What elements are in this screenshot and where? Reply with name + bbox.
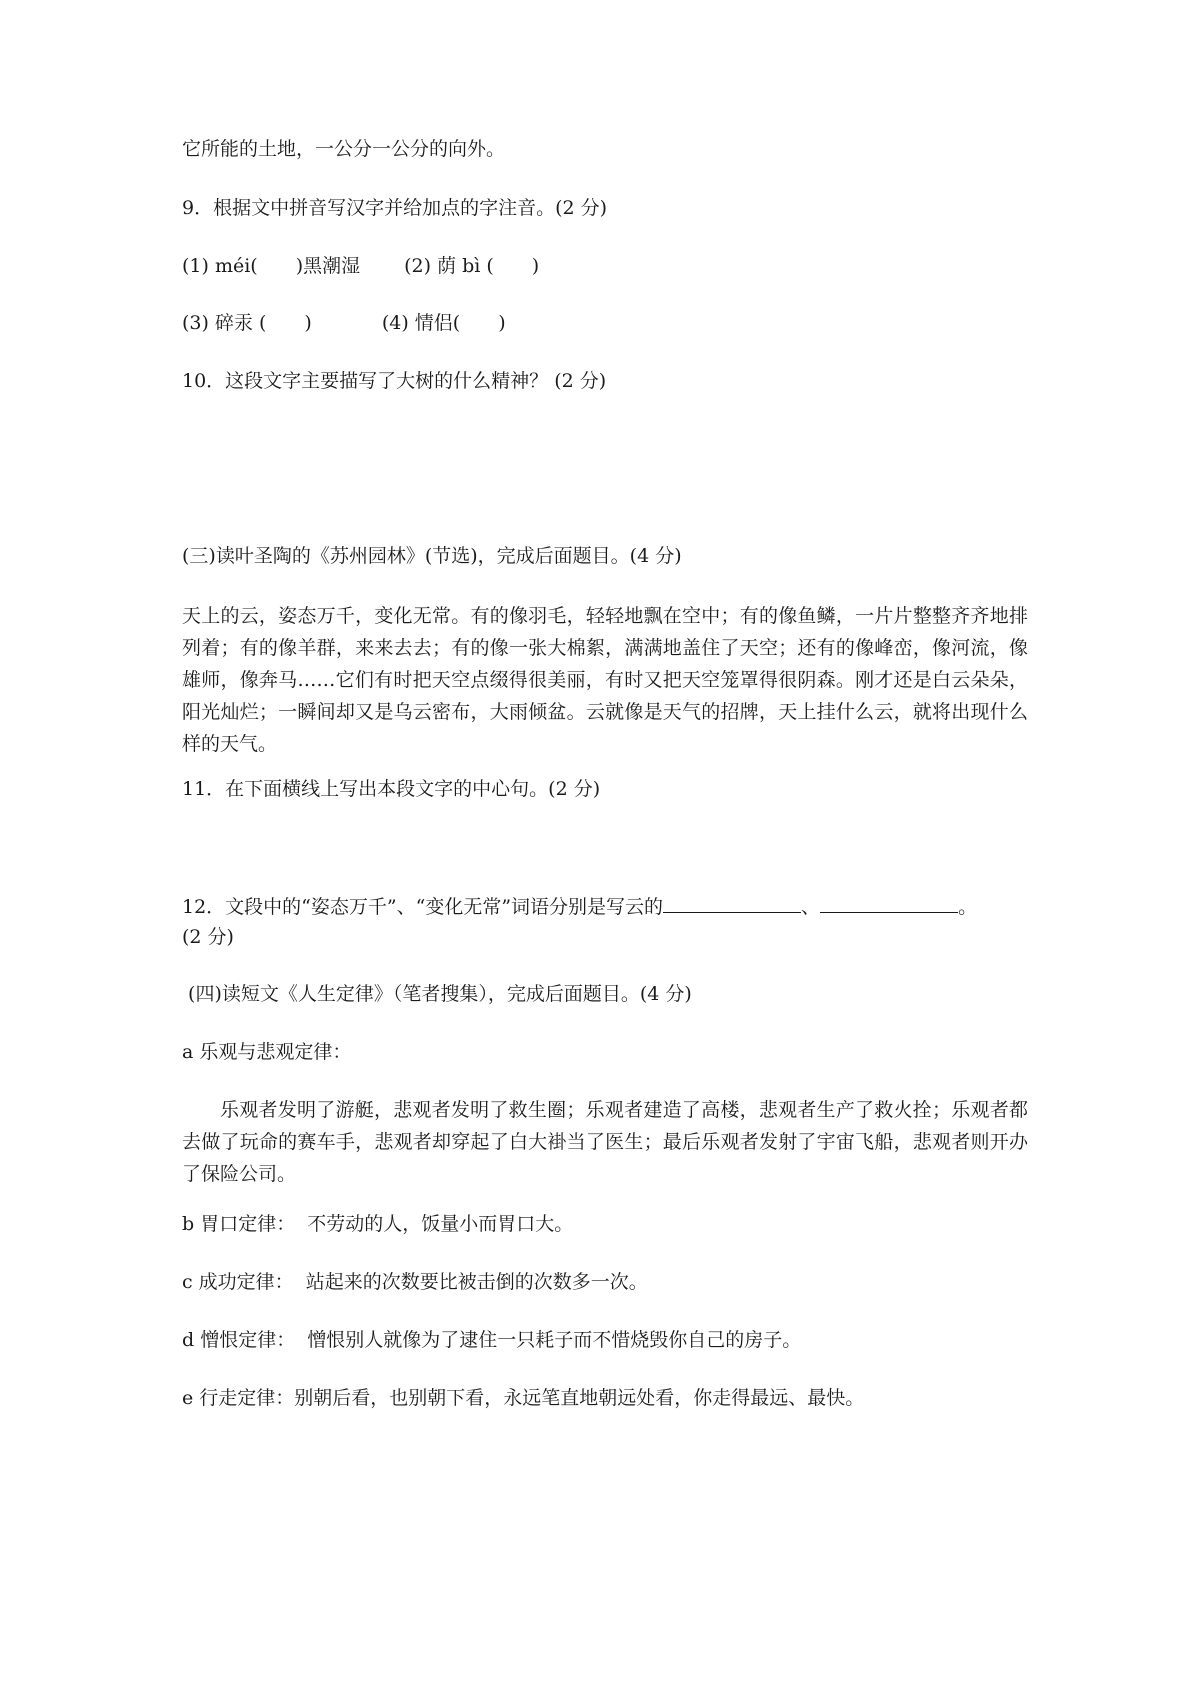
- law-a-title: a 乐观与悲观定律：: [182, 1041, 352, 1063]
- question-9-prompt: 9．根据文中拼音写汉字并给加点的字注音。(2 分): [182, 197, 608, 219]
- section-3-heading: (三)读叶圣陶的《苏州园林》(节选)，完成后面题目。(4 分): [182, 545, 682, 567]
- law-d: d 憎恨定律： 憎恨别人就像为了逮住一只耗子而不惜烧毁你自己的房子。: [182, 1329, 802, 1351]
- question-12-prompt: 12．文段中的“姿态万千”、“变化无常”词语分别是写云的: [182, 896, 664, 918]
- question-9-item-1: (1) méi( )黑潮湿: [182, 255, 361, 277]
- question-9-row-1: [182, 251, 1028, 281]
- law-e: e 行走定律：别朝后看，也别朝下看，永远笔直地朝远处看，你走得最远、最快。: [182, 1387, 865, 1409]
- question-11-prompt: 11．在下面横线上写出本段文字的中心句。(2 分): [182, 778, 601, 800]
- section-3-passage: 天上的云，姿态万千，变化无常。有的像羽毛，轻轻地飘在空中；有的像鱼鳞，一片片整整齐齐地排列着；有的像羊群，来来去去；有的像一张大棉絮，满满地盖住了天空；还有的像峰峦，像河流，像雄师，像奔马……它们有时把天空点缀得很美丽，有时又把天空笼罩得很阴森。刚才还是白云朵朵，阳光灿烂；一瞬间却又是乌云密布，大雨倾盆。云就像是天气的招牌，天上挂什么云，就将出现什么样的天气。: [182, 605, 1028, 755]
- question-9-item-2: (2) 荫 bì ( ): [404, 255, 540, 277]
- answer-blank-1[interactable]: [663, 892, 801, 913]
- section-4-heading: (四)读短文《人生定律》（笔者搜集），完成后面题目。(4 分): [182, 983, 692, 1005]
- law-c: c 成功定律： 站起来的次数要比被击倒的次数多一次。: [182, 1271, 648, 1293]
- question-12-line: [182, 892, 1028, 922]
- continuation-line: 它所能的土地，一公分一公分的向外。: [182, 138, 506, 160]
- law-a-body: 乐观者发明了游艇，悲观者发明了救生圈；乐观者建造了高楼，悲观者生产了救火拴；乐观者都去做了玩命的赛车手，悲观者却穿起了白大褂当了医生；最后乐观者发射了宇宙飞船，悲观者则开办了保险公司。: [182, 1099, 1028, 1185]
- question-9-item-4: (4) 情侣( ): [381, 312, 506, 334]
- question-9-row-2: [182, 308, 1028, 338]
- question-9-item-3: (3) 碎汞 ( ): [182, 312, 312, 334]
- law-b: b 胃口定律： 不劳动的人，饭量小而胃口大。: [182, 1213, 574, 1235]
- answer-blank-2[interactable]: [820, 892, 958, 913]
- question-12-separator: 、: [801, 896, 821, 918]
- question-12-end-mark: 。: [958, 896, 978, 918]
- question-12-score: (2 分): [182, 926, 234, 948]
- question-10-prompt: 10．这段文字主要描写了大树的什么精神？ (2 分): [182, 370, 607, 392]
